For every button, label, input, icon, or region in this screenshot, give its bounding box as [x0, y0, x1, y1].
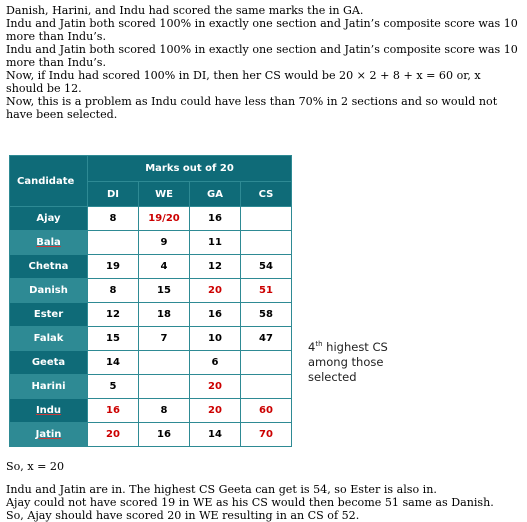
cell-cs: [241, 207, 292, 231]
table-row: [10, 327, 292, 351]
table-row: [10, 279, 292, 303]
cell-ga: 14: [190, 423, 241, 447]
marks-group-header: Marks out of 20: [88, 156, 292, 182]
conclusion-line: Indu and Jatin are in. The highest CS Geeta can get is 54, so Ester is also in.: [6, 483, 437, 496]
cell-cs: 60: [241, 399, 292, 423]
cell-di: 8: [88, 207, 139, 231]
table-row: [10, 303, 292, 327]
candidate-name: Danish: [10, 279, 88, 303]
cell-di: 16: [88, 399, 139, 423]
table-row: [10, 255, 292, 279]
cell-ga: 10: [190, 327, 241, 351]
candidate-name: [10, 399, 88, 423]
cell-we: [139, 375, 190, 399]
cell-we: 9: [139, 231, 190, 255]
cell-we: 15: [139, 279, 190, 303]
cell-we: [139, 351, 190, 375]
cell-ga: 16: [190, 303, 241, 327]
cell-di: 5: [88, 375, 139, 399]
cell-ga: 20: [190, 375, 241, 399]
conclusion-text: [6, 460, 521, 522]
cell-we: 19/20: [139, 207, 190, 231]
intro-text: [6, 4, 521, 121]
cell-cs: 51: [241, 279, 292, 303]
cell-di: [88, 231, 139, 255]
cell-di: 20: [88, 423, 139, 447]
intro-line: Indu and Jatin both scored 100% in exactly one section and Jatin’s composite score was 10 more than Indu’s.: [6, 43, 518, 69]
candidate-name: Geeta: [10, 351, 88, 375]
conclusion-line: So, Ajay should have scored 20 in WE resulting in an CS of 52.: [6, 509, 360, 522]
candidate-name: Chetna: [10, 255, 88, 279]
cell-cs: [241, 351, 292, 375]
candidate-name: Ajay: [10, 207, 88, 231]
cell-ga: 11: [190, 231, 241, 255]
table-row: [10, 423, 292, 447]
table-row: [10, 351, 292, 375]
cell-cs: [241, 375, 292, 399]
cell-we: 8: [139, 399, 190, 423]
cell-we: 18: [139, 303, 190, 327]
conclusion-line: So, x = 20: [6, 460, 65, 473]
column-header-we: WE: [139, 182, 190, 207]
candidate-name-text: Bala: [36, 237, 61, 248]
cell-cs: [241, 231, 292, 255]
cell-di: 15: [88, 327, 139, 351]
cell-ga: 20: [190, 279, 241, 303]
note-text: highest CS among those selected: [308, 340, 388, 384]
cell-cs: 58: [241, 303, 292, 327]
table-row: [10, 207, 292, 231]
column-header-cs: CS: [241, 182, 292, 207]
table-row: [10, 231, 292, 255]
cell-cs: 70: [241, 423, 292, 447]
cell-we: 16: [139, 423, 190, 447]
candidate-name: Ester: [10, 303, 88, 327]
cell-we: 7: [139, 327, 190, 351]
side-note: [308, 340, 398, 385]
candidate-name: Falak: [10, 327, 88, 351]
column-header-di: DI: [88, 182, 139, 207]
intro-line: Now, if Indu had scored 100% in DI, then her CS would be 20 × 2 + 8 + x = 60 or, x should be 12.: [6, 69, 481, 95]
intro-line: Now, this is a problem as Indu could have less than 70% in 2 sections and so would not have been selected.: [6, 95, 498, 121]
candidate-name-text: Jatin: [35, 429, 62, 440]
cell-ga: 16: [190, 207, 241, 231]
cell-cs: 47: [241, 327, 292, 351]
cell-ga: 12: [190, 255, 241, 279]
cell-di: 19: [88, 255, 139, 279]
intro-line: Indu and Jatin both scored 100% in exactly one section and Jatin’s composite score was 10 more than Indu’s.: [6, 17, 518, 43]
column-header-ga: GA: [190, 182, 241, 207]
table-row: [10, 399, 292, 423]
marks-table: [9, 155, 292, 447]
cell-cs: 54: [241, 255, 292, 279]
cell-di: 12: [88, 303, 139, 327]
cell-di: 14: [88, 351, 139, 375]
cell-we: 4: [139, 255, 190, 279]
table-row: [10, 375, 292, 399]
candidate-name-text: Indu: [35, 405, 62, 416]
conclusion-line: Ajay could not have scored 19 in WE as his CS would then become 51 same as Danish.: [6, 496, 494, 509]
intro-line: Danish, Harini, and Indu had scored the same marks the in GA.: [6, 4, 364, 17]
note-suffix: th: [315, 340, 323, 348]
note-ordinal: 4: [308, 340, 316, 354]
candidate-name: [10, 423, 88, 447]
cell-di: 8: [88, 279, 139, 303]
cell-ga: 20: [190, 399, 241, 423]
candidate-name: Harini: [10, 375, 88, 399]
candidate-name: [10, 231, 88, 255]
candidate-header: Candidate: [10, 156, 88, 207]
cell-ga: 6: [190, 351, 241, 375]
